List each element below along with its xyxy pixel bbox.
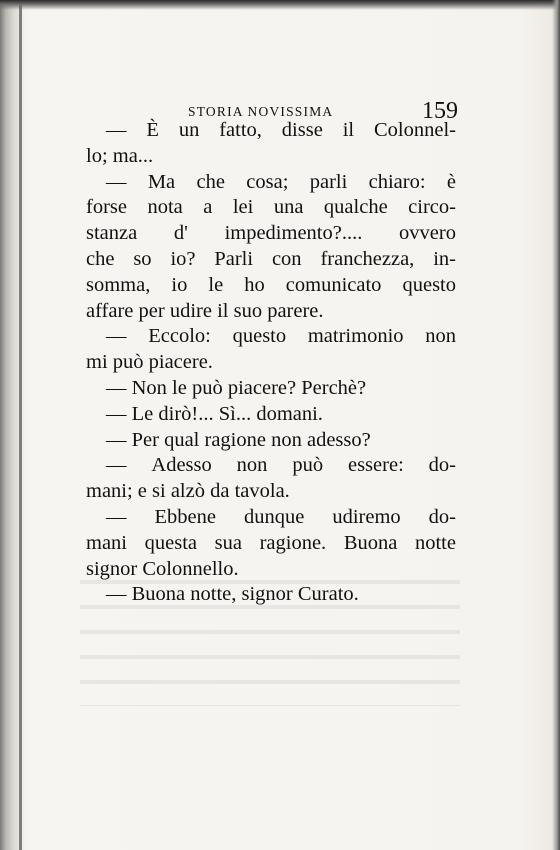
text-line	[86, 402, 456, 428]
line-text: — Buona notte, signor Curato.	[106, 583, 359, 606]
word: può	[292, 454, 324, 477]
word: nota	[147, 196, 183, 219]
line-text: — Le dirò!... Sì... domani.	[106, 402, 323, 425]
page-number: 159	[422, 98, 458, 124]
word: parli	[309, 170, 348, 193]
running-title: STORIA NOVISSIMA	[188, 104, 334, 119]
word: dunque	[243, 505, 305, 528]
word: una	[273, 196, 304, 219]
word: in-	[433, 247, 456, 270]
word: che	[196, 170, 225, 193]
text-line	[86, 221, 456, 247]
word: somma,	[86, 273, 151, 296]
word: matrimonio	[307, 325, 404, 348]
word: Buona	[343, 531, 398, 554]
line-text: lo; ma...	[86, 144, 154, 167]
text-line	[86, 195, 456, 221]
text-line	[86, 505, 456, 531]
word: questa	[144, 531, 197, 554]
word: mani	[86, 531, 127, 554]
text-line	[86, 350, 456, 376]
word: do-	[428, 505, 456, 528]
word: do-	[428, 454, 456, 477]
word: è	[446, 170, 456, 193]
word: fatto,	[219, 119, 262, 141]
word: sua	[214, 531, 242, 554]
word: essere:	[347, 454, 404, 477]
word: qualche	[323, 196, 388, 219]
line-text: mi può piacere.	[86, 351, 213, 374]
word: —	[106, 325, 127, 348]
word: È	[146, 119, 159, 141]
word: impedimento?....	[224, 222, 363, 245]
text-line	[86, 247, 456, 273]
word: stanza	[86, 222, 138, 245]
word: disse	[281, 119, 323, 141]
text-line	[86, 144, 456, 170]
top-page-edge	[0, 0, 560, 10]
text-line	[86, 428, 456, 454]
word: a	[203, 196, 213, 219]
spine-edge	[19, 0, 22, 850]
line-text: affare per udire il suo parere.	[86, 299, 324, 322]
word: con	[271, 247, 302, 270]
word: Ebbene	[154, 505, 216, 528]
text-line	[86, 376, 456, 402]
word: udiremo	[332, 505, 401, 528]
word: Parli	[214, 247, 254, 270]
word: ovvero	[399, 222, 456, 245]
word: un	[178, 119, 200, 141]
text-line	[86, 453, 456, 479]
line-text: — Non le può piacere? Perchè?	[106, 376, 367, 399]
word: —	[106, 454, 127, 477]
word: io?	[170, 247, 196, 270]
word: notte	[414, 531, 456, 554]
word: ho	[244, 273, 265, 296]
text-line	[86, 324, 456, 350]
line-text: signor Colonnello.	[86, 557, 239, 580]
text-line	[86, 531, 456, 557]
word: franchezza,	[320, 247, 415, 270]
word: Ma	[147, 170, 176, 193]
show-through-text	[80, 566, 460, 706]
word: le	[208, 273, 224, 296]
text-line	[86, 299, 456, 325]
word: non	[236, 454, 268, 477]
word: comunicato	[285, 273, 382, 296]
text-line	[86, 479, 456, 505]
word: che	[86, 247, 115, 270]
word: circo-	[408, 196, 456, 219]
word: forse	[86, 196, 127, 219]
word: il	[342, 119, 355, 141]
word: chiaro:	[368, 170, 426, 193]
word: non	[425, 325, 456, 348]
right-page-edge	[552, 0, 560, 850]
word: ragione.	[259, 531, 327, 554]
word: so	[133, 247, 152, 270]
word: Colonnel-	[373, 119, 456, 141]
word: io	[171, 273, 188, 296]
word: —	[106, 505, 127, 528]
text-line	[86, 273, 456, 299]
word: cosa;	[246, 170, 289, 193]
word: Eccolo:	[148, 325, 211, 348]
text-line	[86, 170, 456, 196]
text-line	[86, 118, 456, 144]
word: —	[106, 170, 127, 193]
word: d'	[173, 222, 188, 245]
word: lei	[232, 196, 254, 219]
word: questo	[232, 325, 287, 348]
line-text: mani; e si alzò da tavola.	[86, 480, 290, 503]
word: —	[106, 119, 127, 141]
word: Adesso	[151, 454, 212, 477]
body-text	[86, 118, 456, 608]
line-text: — Per qual ragione non adesso?	[106, 428, 371, 451]
word: questo	[402, 273, 456, 296]
